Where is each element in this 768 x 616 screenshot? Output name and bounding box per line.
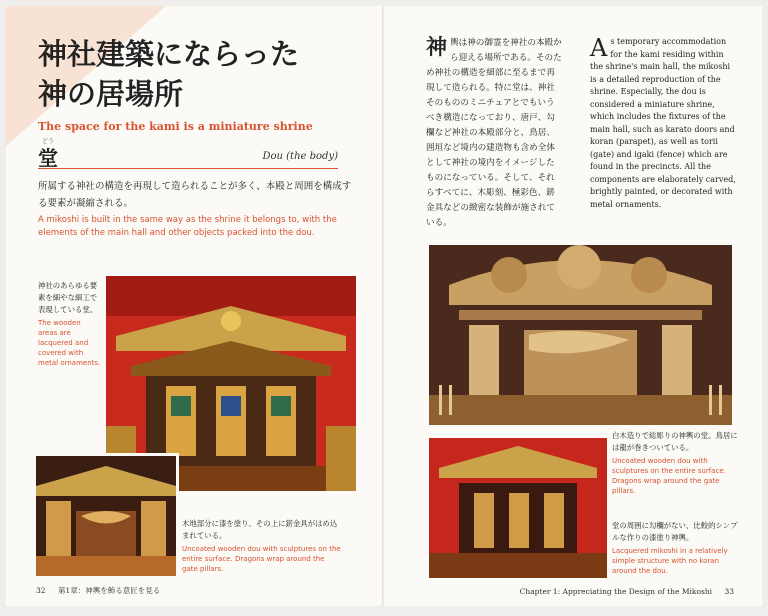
page-title (38, 34, 299, 114)
chapter-title: Chapter 1: Appreciating the Design of the Mikoshi (519, 587, 713, 596)
caption-japanese: 白木造りで総彫りの神輿の堂。鳥居には龍が巻きついている。 (612, 431, 738, 452)
caption-english: The wooden areas are lacquered and covered with metal ornaments. (38, 319, 101, 367)
caption-japanese: 神社のあらゆる要素を細やな細工で表現している堂。 (38, 281, 98, 314)
chapter-title: 第1章：神輿を飾る意匠を見る (57, 586, 161, 595)
english-subtitle: The space for the kami is a miniature shrine (38, 120, 313, 133)
caption-japanese: 木地部分に漆を塗り、その上に錺金具がはめ込まれている。 (182, 519, 338, 540)
left-footer (36, 585, 160, 596)
caption-english: Uncoated wooden dou with sculptures on the entire surface. Dragons wrap around the gate pillars. (182, 545, 341, 573)
caption-uncoated-dou (182, 518, 342, 574)
section-label: Dou (the body) (262, 151, 338, 162)
title-line-1: 神社建築にならった (38, 37, 300, 71)
drop-cap-japanese: 神 (426, 35, 447, 59)
intro-japanese: 所属する神社の構造を再現して造られることが多く、本殿と周囲を構成する要素が凝縮される。 (38, 181, 352, 209)
section-ruby: どう (42, 138, 55, 145)
caption-wooden-mikoshi (612, 430, 738, 496)
caption-english: Lacquered mikoshi in a relatively simple structure with no koran around the dou. (612, 547, 728, 575)
carved-dragon-gate-photo (36, 456, 176, 576)
section-divider (38, 168, 338, 169)
intro-english: A mikoshi is built in the same way as the shrine it belongs to, with the elements of the main hall and other objects packed into the dou. (38, 215, 337, 238)
body-japanese-text: 輿は神の御霊を神社の本殿から迎える場所である。そのため神社の構造を細部に至るまで再現して造られる。特に堂は、神社そのもののミニチュアとでもいうべき構造になっており、唐戸、勾欄など神社の本殿部分と、鳥居、囲垣など境内の建造物も含め全体として神社の境内をイメージしたものになっている。そして、それらすべてに、木彫刻、極彩色、錺金具などの緻密な装飾が施されている。 (426, 38, 562, 228)
title-line-2: 神の居場所 (38, 77, 184, 111)
caption-japanese: 堂の周囲に勾欄がない、比較的シンプルな作りの漆塗り神輿。 (612, 521, 738, 542)
body-english (590, 36, 738, 211)
right-footer (520, 587, 734, 596)
right-page (384, 6, 762, 606)
section-kanji: 堂 (38, 146, 58, 170)
caption-lacquered-dou (38, 280, 102, 368)
page-number: 33 (724, 587, 734, 596)
caption-simple-mikoshi (612, 520, 738, 576)
body-japanese (426, 36, 562, 231)
caption-english: Uncoated wooden dou with sculptures on the entire surface. Dragons wrap around the gate pillars. (612, 457, 726, 495)
page-number: 32 (36, 586, 46, 595)
simple-lacquered-mikoshi-photo (429, 438, 607, 578)
left-page (6, 6, 384, 606)
body-english-text: s temporary accommodation for the kami residing within the shrine's main hall, the mikoshi is a detailed reproduction of the shrine. Especially, the dou is considered a miniature shrine, which includes the fixtures of the main hall, such as karato doors and koran (parapet), as well as torii (gate) and igaki (fence) which are found in the precincts. All the components are elaborately carved, brightly painted, or decorated with metal ornaments. (590, 37, 736, 209)
drop-cap-english: A (590, 34, 608, 62)
carved-wooden-mikoshi-photo (429, 245, 732, 425)
